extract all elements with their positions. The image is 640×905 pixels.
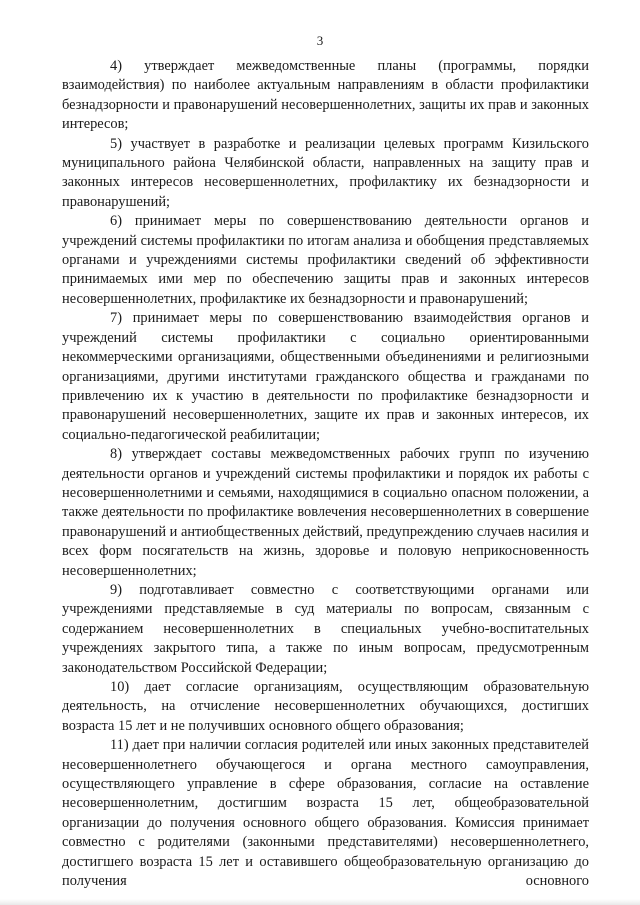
page-number: 3	[316, 33, 324, 48]
page-bottom-edge	[0, 899, 640, 905]
list-item-11: 11) дает при наличии согласия родителей или иных законных представителей несовершеннолетнего обучающегося и органа местного самоуправления, осуществляющего управление в сфере образования, согласие на оставление несовершеннолетним, достигшим возраста 15 лет, общеобразовательной организации до получения основного общего образования. Комиссия принимает совместно с родителями (законными представителями) несовершеннолетнего, достигшего возраста 15 лет и оставившего общеобразовательную организацию до получения основного	[62, 737, 589, 890]
list-item-10: 10) дает согласие организациям, осуществляющим образовательную деятельность, на отчисление несовершеннолетних обучающихся, достигших возраста 15 лет и не получивших основного общего образования;	[62, 679, 589, 734]
list-item-6: 6) принимает меры по совершенствованию деятельности органов и учреждений системы профилактики по итогам анализа и обобщения представляемых органами и учреждениями системы профилактики сведений об эффективности принимаемых ими мер по обеспечению защиты прав и законных интересов несовершеннолетних, профилактике их безнадзорности и правонарушений;	[62, 213, 589, 307]
list-item-4: 4) утверждает межведомственные планы (программы, порядки взаимодействия) по наиболее актуальным направлениям в области профилактики безнадзорности и правонарушений несовершеннолетних, защиты их прав и законных интересов;	[62, 58, 589, 133]
document-body	[62, 57, 589, 891]
list-item-8: 8) утверждает составы межведомственных рабочих групп по изучению деятельности органов и учреждений системы профилактики и порядок их работы с несовершеннолетними и семьями, находящимися в социально опасном положении, а также деятельности по профилактике вовлечения несовершеннолетних в совершение правонарушений и антиобщественных действий, предупреждению случаев насилия и всех форм посягательств на жизнь, здоровье и половую неприкосновенность несовершеннолетних;	[62, 446, 589, 579]
list-item-5: 5) участвует в разработке и реализации целевых программ Кизильского муниципального района Челябинской области, направленных на защиту прав и законных интересов несовершеннолетних, профилактику их безнадзорности и правонарушений;	[62, 135, 589, 210]
list-item-9: 9) подготавливает совместно с соответствующими органами или учреждениями представляемые в суд материалы по вопросам, связанным с содержанием несовершеннолетних в специальных учебно-воспитательных учреждениях закрытого типа, а также по иным вопросам, предусмотренным законодательством Российской Федерации;	[62, 581, 589, 676]
list-item-7: 7) принимает меры по совершенствованию взаимодействия органов и учреждений системы профилактики с социально ориентированными некоммерческими организациями, общественными объединениями и религиозными организациями, другими институтами гражданского общества и гражданами по привлечению их к участию в деятельности по профилактике безнадзорности и правонарушений несовершеннолетних, защите их прав и законных интересов, их социально-педагогической реабилитации;	[62, 310, 589, 443]
